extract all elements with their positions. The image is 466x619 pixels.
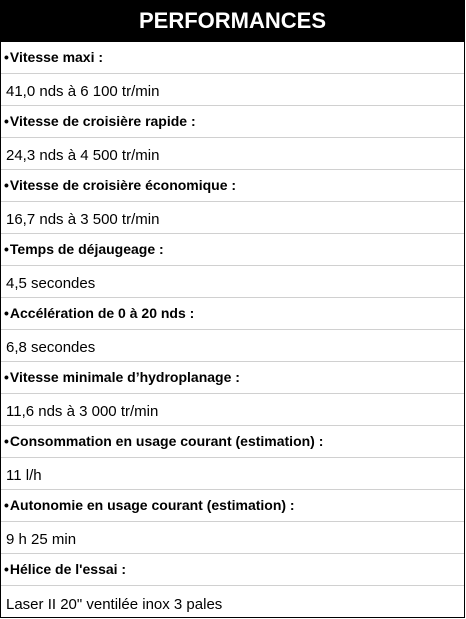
- value-text: 9 h 25 min: [6, 531, 77, 548]
- row-label: [1, 298, 464, 330]
- row-value: [1, 586, 464, 618]
- value-text: 6,8 secondes: [6, 339, 96, 356]
- value-text: Laser II 20" ventilée inox 3 pales: [6, 596, 223, 613]
- label-text: Vitesse minimale d’hydroplanage :: [9, 368, 240, 385]
- value-text: 11,6 nds à 3 000 tr/min: [6, 403, 159, 420]
- row-label: [1, 554, 464, 586]
- row-label: [1, 170, 464, 202]
- bullet: •: [4, 48, 9, 65]
- row-value: [1, 458, 464, 490]
- row-value: [1, 266, 464, 298]
- row-label: [1, 490, 464, 522]
- row-value: [1, 522, 464, 554]
- bullet: •: [4, 304, 9, 321]
- value-text: 24,3 nds à 4 500 tr/min: [6, 147, 160, 164]
- bullet: •: [4, 240, 9, 257]
- label-text: Autonomie en usage courant (estimation) :: [9, 496, 295, 513]
- label-text: Vitesse maxi :: [9, 48, 104, 65]
- label-text: Temps de déjaugeage :: [9, 240, 164, 257]
- row-value: [1, 74, 464, 106]
- value-text: 16,7 nds à 3 500 tr/min: [6, 211, 160, 228]
- row-label: [1, 234, 464, 266]
- bullet: •: [4, 560, 9, 577]
- row-value: [1, 394, 464, 426]
- row-label: [1, 106, 464, 138]
- value-text: 11 l/h: [6, 467, 42, 484]
- row-value: [1, 202, 464, 234]
- row-value: [1, 138, 464, 170]
- row-value: [1, 330, 464, 362]
- row-label: [1, 426, 464, 458]
- value-text: 41,0 nds à 6 100 tr/min: [6, 83, 160, 100]
- label-text: Vitesse de croisière rapide :: [9, 112, 196, 129]
- bullet: •: [4, 176, 9, 193]
- label-text: Hélice de l'essai :: [9, 560, 127, 577]
- bullet: •: [4, 496, 9, 513]
- label-text: Vitesse de croisière économique :: [9, 176, 237, 193]
- label-text: Consommation en usage courant (estimation) :: [9, 432, 324, 449]
- bullet: •: [4, 432, 9, 449]
- label-text: Accélération de 0 à 20 nds :: [9, 304, 195, 321]
- value-text: 4,5 secondes: [6, 275, 96, 292]
- row-label: [1, 362, 464, 394]
- bullet: •: [4, 112, 9, 129]
- table-header: [1, 0, 464, 42]
- table-rows: [1, 42, 464, 617]
- bullet: •: [4, 368, 9, 385]
- table-title: PERFORMANCES: [138, 8, 326, 33]
- row-label: [1, 42, 464, 74]
